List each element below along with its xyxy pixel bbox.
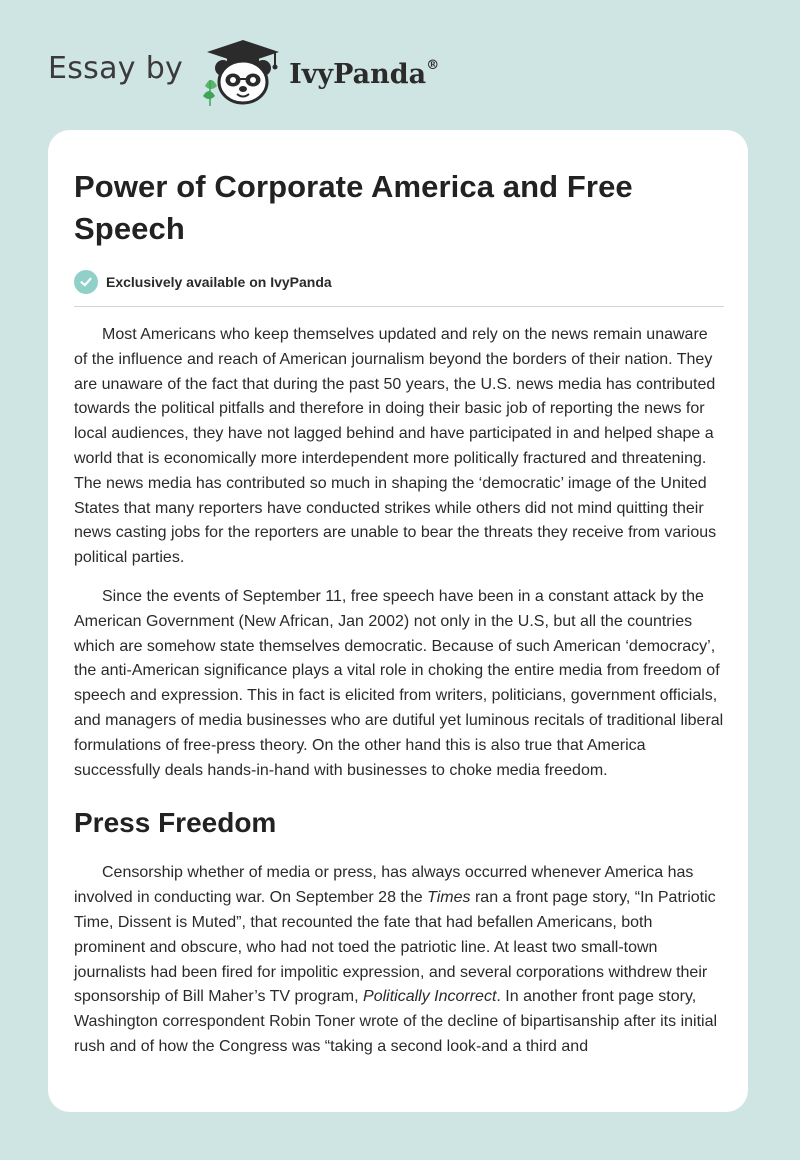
ivypanda-logo-icon[interactable] xyxy=(197,36,283,108)
essay-card xyxy=(48,130,748,1112)
essay-by-label: Essay by xyxy=(48,50,184,86)
divider xyxy=(74,306,724,307)
site-header xyxy=(48,36,439,108)
page-title: Power of Corporate America and Free Speech xyxy=(74,169,633,246)
section-heading: Press Freedom xyxy=(74,807,277,839)
brand-name[interactable]: IvyPanda® xyxy=(289,57,440,90)
essay-content xyxy=(74,166,724,1060)
paragraph: Censorship whether of media or press, has always occurred whenever America has involved in conducting war. On September 28 the Times ran a front page story, “In Patriotic Time, Dissent is Muted”, that recounted the fate that had befallen Americans, both prominent and obscure, who had not toed the patriotic line. At least two small-town journalists had been fired for impolitic expression, and several corporations withdrew their sponsorship of Bill Maher’s TV program, Politically Incorrect. In another front page story, Washington correspondent Robin Toner wrote of the decline of bipartisanship after its initial rush and of how the Congress was “taking a second look-and a third and xyxy=(74,864,718,1055)
paragraph: Most Americans who keep themselves updated and rely on the news remain unaware of the influence and reach of American journalism beyond the borders of their nation. They are unaware of the fact that during the past 50 years, the U.S. news media has contributed towards the political pitfalls and therefore in doing their basic job of reporting the news for local audiences, they have not lagged behind and have participated in and helped shape a world that is economically more interdependent more politically fractured and threatening. The news media has contributed so much in shaping the ‘democratic’ image of the United States that many reporters have conducted strikes while others did not mind quitting their news casting jobs for the reporters are unable to bear the threats they receive from various political parties. xyxy=(74,326,717,567)
check-icon xyxy=(74,270,98,294)
exclusive-badge xyxy=(74,268,724,296)
exclusive-badge-label: Exclusively available on IvyPanda xyxy=(106,274,332,290)
paragraph: Since the events of September 11, free speech have been in a constant attack by the American Government (New African, Jan 2002) not only in the U.S, but all the countries which are somehow state themselves democratic. Because of such American ‘democracy’, the anti-American significance plays a vital role in choking the entire media from freedom of speech and expression. This in fact is elicited from writers, politicians, government officials, and managers of media businesses who are dutiful yet luminous recitals of traditional liberal formulations of free-press theory. On the other hand this is also true that America successfully deals hands-in-hand with businesses to choke media freedom. xyxy=(74,587,724,779)
